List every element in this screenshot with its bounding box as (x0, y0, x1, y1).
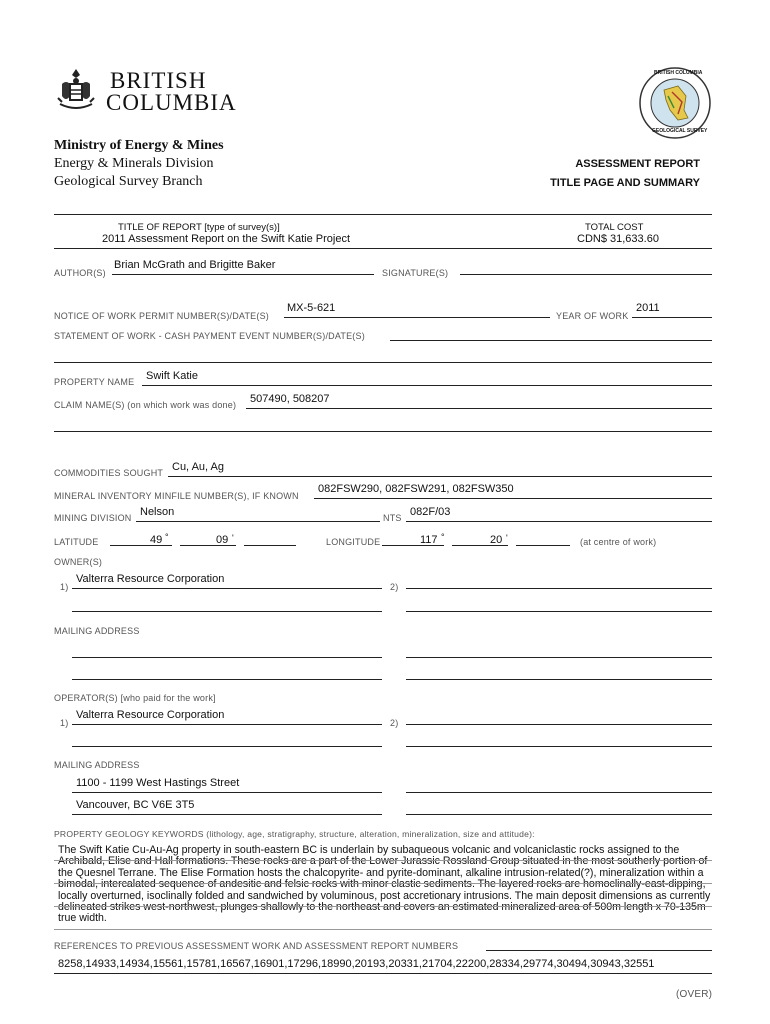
commodities-label: COMMODITIES SOUGHT (54, 468, 164, 478)
seal-bottom-text: GEOLOGICAL SURVEY (652, 128, 708, 134)
operator-num-1: 1) (60, 718, 69, 728)
address-line-2: Vancouver, BC V6E 3T5 (76, 799, 195, 811)
mailing-label-operators: MAILING ADDRESS (54, 760, 140, 770)
year-value: 2011 (636, 302, 660, 314)
centre-note: (at centre of work) (580, 537, 657, 547)
owner-1-value: Valterra Resource Corporation (76, 573, 225, 585)
seal-top-text: BRITISH COLUMBIA (654, 70, 703, 76)
latitude-label: LATITUDE (54, 537, 99, 547)
statement-label: STATEMENT OF WORK - CASH PAYMENT EVENT NUMBER(S)/DATE(S) (54, 331, 365, 341)
author-label: AUTHOR(S) (54, 268, 106, 278)
longitude-label: LONGITUDE (326, 537, 381, 547)
owner-num-2: 2) (390, 582, 399, 592)
property-label: PROPERTY NAME (54, 377, 135, 387)
year-label: YEAR OF WORK (556, 311, 629, 321)
report-title: ASSESSMENT REPORT (575, 158, 700, 170)
owner-num-1: 1) (60, 582, 69, 592)
division-name: Energy & Minerals Division (54, 156, 214, 171)
mining-div-label: MINING DIVISION (54, 513, 132, 523)
geology-label: PROPERTY GEOLOGY KEYWORDS (lithology, age, stratigraphy, structure, alteration, mineralization, size and attitude): (54, 829, 535, 839)
mailing-label-owners: MAILING ADDRESS (54, 626, 140, 636)
permit-label: NOTICE OF WORK PERMIT NUMBER(S)/DATE(S) (54, 311, 269, 321)
title-label: TITLE OF REPORT [type of survey(s)] (118, 222, 280, 233)
cost-value: CDN$ 31,633.60 (577, 233, 659, 245)
property-value: Swift Katie (146, 370, 198, 382)
signature-label: SIGNATURE(S) (382, 268, 449, 278)
operators-label: OPERATOR(S) [who paid for the work] (54, 693, 216, 703)
cost-label: TOTAL COST (585, 222, 644, 233)
address-line-1: 1100 - 1199 West Hastings Street (76, 777, 240, 789)
geological-survey-seal (638, 66, 712, 140)
title-value: 2011 Assessment Report on the Swift Katie Project (102, 233, 351, 245)
crest-icon (52, 66, 100, 114)
lon-deg-mark: ° (441, 532, 445, 542)
minfile-value: 082FSW290, 082FSW291, 082FSW350 (318, 483, 514, 495)
author-value: Brian McGrath and Brigitte Baker (114, 259, 276, 271)
ministry-name: Ministry of Energy & Mines (54, 138, 224, 153)
references-label: REFERENCES TO PREVIOUS ASSESSMENT WORK AND ASSESSMENT REPORT NUMBERS (54, 941, 459, 951)
lon-min-value: 20 (490, 534, 503, 546)
claims-value: 507490, 508207 (250, 393, 330, 405)
lat-min-value: 09 (216, 534, 229, 546)
claims-label: CLAIM NAME(S) (on which work was done) (54, 400, 237, 410)
lat-deg-value: 49 (150, 534, 163, 546)
lon-deg-value: 117 (420, 534, 438, 546)
lon-min-mark: ' (506, 533, 508, 543)
geology-text: The Swift Katie Cu-Au-Ag property in south-eastern BC is underlain by subaqueous volcanic and volcaniclastic rocks assigned to the Archibald, Elise and Hall formations. These rocks are a part of the Lower Jurassic Rossland Group situated in the most southerly portion of the Quesnel Terrane. The Elise Formation hosts the chalcopyrite- and pyrite-dominant, alkaline intrusion-related(?), mineralization within a bimodal, intercalated sequence of andesitic and felsic rocks with minor clastic sediments. The layered rocks are homoclinally-east-dipping, locally overturned, isoclinally folded and sandwiched by voluminous, post accretionary intrusions. The main deposit dimensions as currently delineated strikes west-northwest, plunges shallowly to the northeast and covers an estimated mineralized area of 500m length x 70-135m true width. (58, 844, 711, 925)
logo-line-1: BRITISH (110, 68, 207, 93)
branch-name: Geological Survey Branch (54, 174, 203, 189)
commodities-value: Cu, Au, Ag (172, 461, 224, 473)
permit-value: MX-5-621 (287, 302, 336, 314)
mining-div-value: Nelson (140, 506, 175, 518)
over-label: (OVER) (676, 989, 713, 1000)
references-value: 8258,14933,14934,15561,15781,16567,16901,17296,18990,20193,20331,21704,22200,28334,29774,30494,30943,32551 (58, 958, 655, 970)
nts-label: NTS (383, 513, 402, 523)
bc-logo (52, 66, 237, 116)
lat-min-mark: ' (232, 533, 234, 543)
operator-num-2: 2) (390, 718, 399, 728)
owners-label: OWNER(S) (54, 557, 103, 567)
minfile-label: MINERAL INVENTORY MINFILE NUMBER(S), IF KNOWN (54, 491, 299, 501)
lat-deg-mark: ° (165, 532, 169, 542)
nts-value: 082F/03 (410, 506, 451, 518)
operator-1-value: Valterra Resource Corporation (76, 709, 225, 721)
report-subtitle: TITLE PAGE AND SUMMARY (550, 177, 700, 189)
logo-line-2: COLUMBIA (106, 90, 237, 115)
